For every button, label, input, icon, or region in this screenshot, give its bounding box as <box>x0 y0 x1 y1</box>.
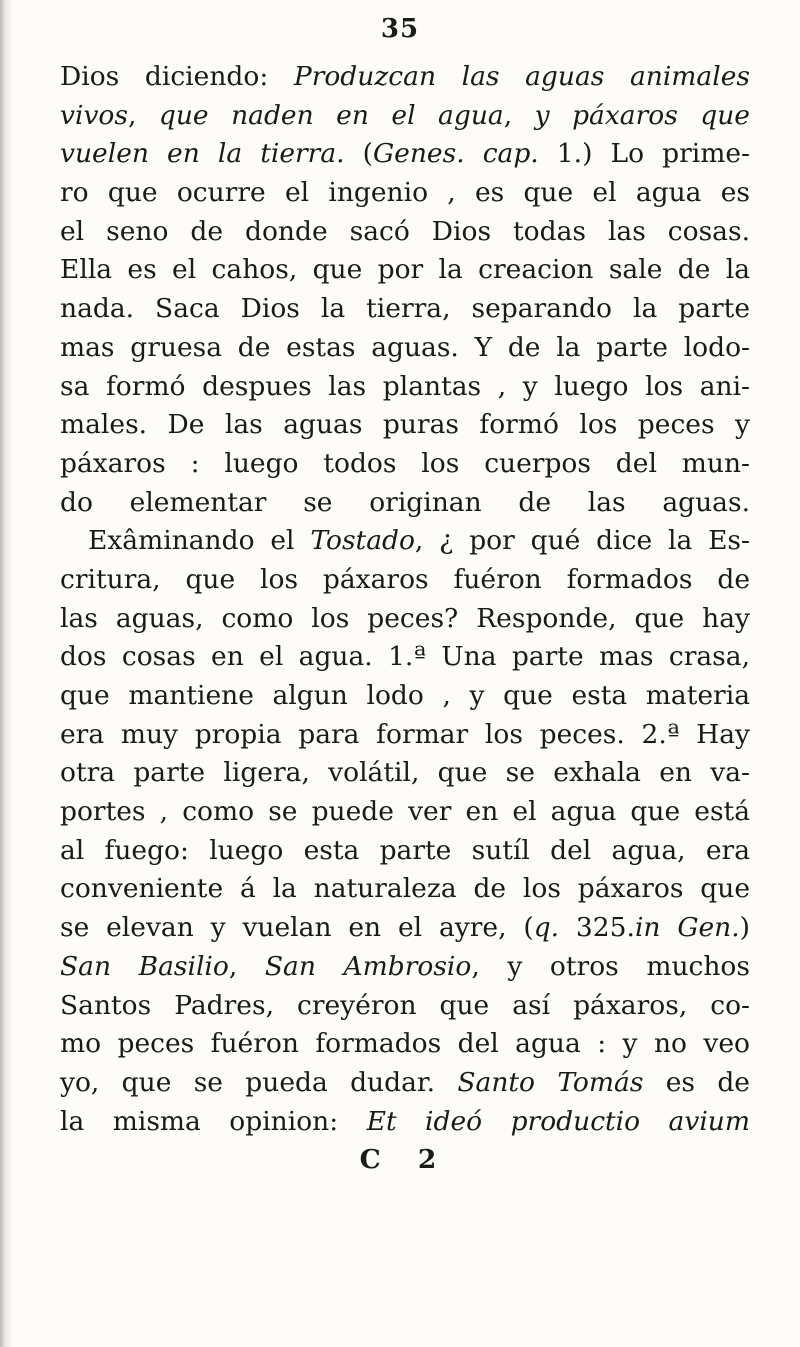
text-line <box>60 754 750 793</box>
text-segment: 325. <box>559 912 635 944</box>
text-segment: portes , como se puede ver en el agua que está <box>60 796 750 828</box>
text-line <box>60 1103 750 1142</box>
text-segment: males. De las aguas puras formó los peces y <box>60 409 750 441</box>
text-line <box>60 135 750 174</box>
text-segment: otra parte ligera, volátil, que se exhala en va- <box>60 757 750 789</box>
italic-text-segment: San Basilio <box>60 950 229 982</box>
page-number: 35 <box>380 14 420 44</box>
text-line <box>60 870 750 909</box>
text-segment: se elevan y vuelan en el ayre, ( <box>60 912 534 944</box>
text-segment: , ¿ por qué dice la Es- <box>414 525 750 557</box>
text-line <box>60 1064 750 1103</box>
italic-text-segment: Santo Tomás <box>457 1066 644 1098</box>
text-line <box>60 677 750 716</box>
text-line <box>60 329 750 368</box>
text-segment: las aguas, como los peces? Responde, que hay <box>60 602 750 634</box>
text-segment: , <box>503 99 535 131</box>
text-line <box>60 638 750 677</box>
italic-text-segment: Tostado <box>310 525 415 557</box>
italic-text-segment: Et ideó productio avium <box>366 1105 750 1137</box>
text-line <box>60 484 750 523</box>
italic-text-segment: San Ambrosio <box>264 950 472 982</box>
body-text <box>60 58 750 1180</box>
text-segment: sa formó despues las plantas , y luego los ani- <box>60 370 750 402</box>
italic-text-segment: Genes. cap. <box>373 138 539 170</box>
text-segment: yo, que se pueda dudar. <box>60 1066 458 1098</box>
text-segment: mo peces fuéron formados del agua : y no veo <box>60 1028 750 1060</box>
italic-text-segment: vuelen en la tierra. <box>60 138 345 170</box>
text-segment: ro que ocurre el ingenio , es que el agua es <box>60 177 750 209</box>
page-gutter-edge <box>0 0 12 1347</box>
text-line <box>60 58 750 97</box>
italic-text-segment: Produzcan las aguas animales <box>293 61 750 92</box>
italic-text-segment: que naden en el agua <box>158 99 504 131</box>
text-segment: Santos Padres, creyéron que así páxaros, co- <box>60 989 750 1021</box>
italic-text-segment: y páxaros que <box>534 99 750 131</box>
text-segment: , <box>127 99 159 131</box>
italic-text-segment: q. <box>533 912 560 944</box>
text-segment: critura, que los páxaros fuéron formados de <box>60 563 750 595</box>
text-line <box>60 290 750 329</box>
text-segment: , <box>228 950 265 982</box>
text-line <box>60 987 750 1026</box>
text-line <box>60 600 750 639</box>
signature-mark-line <box>60 1141 750 1180</box>
text-segment: 1.) Lo prime- <box>538 138 751 170</box>
text-segment: la misma opinion: <box>60 1105 367 1137</box>
text-segment: que mantiene algun lodo , y que esta materia <box>60 680 750 711</box>
text-segment: Ella es el cahos, que por la creacion sale de la <box>60 254 750 286</box>
italic-text-segment: vivos <box>60 99 128 131</box>
text-line <box>60 251 750 290</box>
text-line <box>60 97 750 136</box>
text-line <box>60 561 750 600</box>
text-line <box>60 213 750 252</box>
text-segment: mas gruesa de estas aguas. Y de la parte lodo- <box>60 331 750 363</box>
text-segment: era muy propia para formar los peces. 2.ª Hay <box>60 718 750 750</box>
signature-mark: C 2 <box>359 1144 451 1176</box>
text-line <box>60 522 750 561</box>
text-line <box>60 948 750 987</box>
text-segment: do elementar se originan de las aguas. <box>60 486 750 518</box>
text-line <box>60 793 750 832</box>
text-segment: dos cosas en el agua. 1.ª Una parte mas crasa, <box>60 641 750 673</box>
text-line <box>60 716 750 755</box>
text-line <box>60 445 750 484</box>
text-line <box>60 174 750 213</box>
text-line <box>60 1025 750 1064</box>
text-segment: , y otros muchos <box>471 950 750 982</box>
text-segment: al fuego: luego esta parte sutíl del agua, era <box>60 834 750 866</box>
text-segment: nada. Saca Dios la tierra, separando la parte <box>60 293 750 325</box>
text-segment: páxaros : luego todos los cuerpos del mun- <box>60 447 750 479</box>
text-segment: Dios diciendo: <box>60 61 294 92</box>
text-line <box>60 832 750 871</box>
text-segment: Exâminando el <box>88 525 311 557</box>
text-segment: ( <box>344 138 373 170</box>
text-segment: ) <box>739 912 751 944</box>
text-line <box>60 368 750 407</box>
text-line <box>60 406 750 445</box>
text-segment: conveniente á la naturaleza de los páxaros que <box>60 873 750 905</box>
italic-text-segment: in Gen. <box>634 912 740 944</box>
text-segment: el seno de donde sacó Dios todas las cosas. <box>60 215 750 247</box>
text-line <box>60 909 750 948</box>
text-segment: es de <box>643 1066 750 1098</box>
